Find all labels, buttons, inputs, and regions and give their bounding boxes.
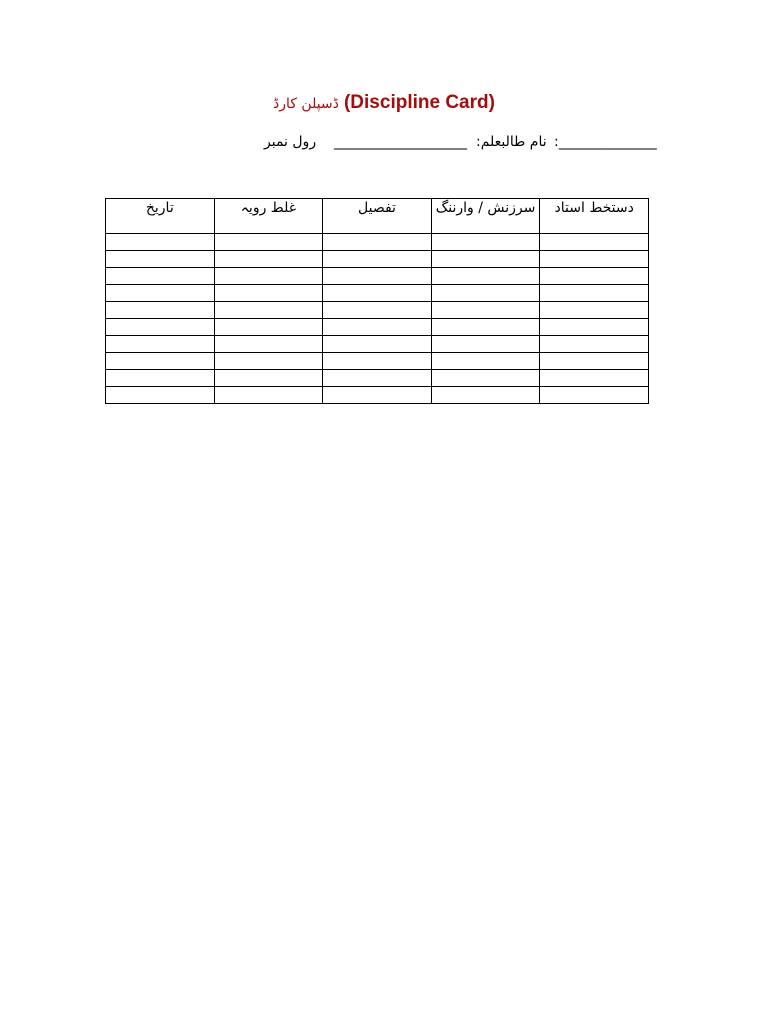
table-cell[interactable]	[323, 234, 432, 251]
table-cell[interactable]	[431, 268, 540, 285]
student-info-line	[262, 134, 662, 156]
table-cell[interactable]	[431, 285, 540, 302]
title-english: (Discipline Card)	[343, 92, 495, 113]
table-cell[interactable]	[106, 387, 215, 404]
table-cell[interactable]	[214, 353, 323, 370]
table-row	[106, 336, 649, 353]
table-cell[interactable]	[106, 353, 215, 370]
discipline-table	[105, 198, 649, 404]
table-cell[interactable]	[214, 370, 323, 387]
table-cell[interactable]	[106, 251, 215, 268]
table-cell[interactable]	[540, 319, 649, 336]
table-cell[interactable]	[106, 370, 215, 387]
table-row	[106, 319, 649, 336]
table-cell[interactable]	[540, 268, 649, 285]
table-cell[interactable]	[540, 251, 649, 268]
table-row	[106, 353, 649, 370]
roll-number-blank[interactable]: ___________________	[334, 134, 467, 150]
student-name-blank[interactable]: :______________	[554, 134, 657, 150]
table-cell[interactable]	[540, 285, 649, 302]
table-cell[interactable]	[323, 353, 432, 370]
table-row	[106, 251, 649, 268]
table-cell[interactable]	[214, 319, 323, 336]
header-teacher-signature: دستخط استاد	[540, 199, 649, 234]
table-row	[106, 370, 649, 387]
table-cell[interactable]	[214, 336, 323, 353]
table-cell[interactable]	[540, 302, 649, 319]
header-reprimand-warning: سرزنش / وارننگ	[431, 199, 540, 234]
table-cell[interactable]	[106, 302, 215, 319]
table-row	[106, 285, 649, 302]
table-header-row	[106, 199, 649, 234]
table-cell[interactable]	[106, 285, 215, 302]
table-cell[interactable]	[323, 302, 432, 319]
table-row	[106, 387, 649, 404]
table-cell[interactable]	[431, 234, 540, 251]
table-row	[106, 302, 649, 319]
table-cell[interactable]	[106, 319, 215, 336]
table-cell[interactable]	[214, 234, 323, 251]
title-urdu: ڈسپلن کارڈ	[273, 96, 339, 112]
table-cell[interactable]	[214, 268, 323, 285]
table-cell[interactable]	[323, 336, 432, 353]
table-cell[interactable]	[214, 302, 323, 319]
table-cell[interactable]	[540, 336, 649, 353]
roll-number-label: رول نمبر	[264, 134, 317, 150]
table-row	[106, 268, 649, 285]
table-cell[interactable]	[214, 285, 323, 302]
table-body	[106, 234, 649, 404]
page-title	[0, 92, 768, 114]
table-cell[interactable]	[540, 387, 649, 404]
header-details: تفصیل	[323, 199, 432, 234]
header-misbehavior: غلط رویہ	[214, 199, 323, 234]
table-cell[interactable]	[106, 234, 215, 251]
table-cell[interactable]	[323, 387, 432, 404]
table-cell[interactable]	[431, 387, 540, 404]
table-cell[interactable]	[431, 370, 540, 387]
table-cell[interactable]	[106, 268, 215, 285]
table-cell[interactable]	[540, 353, 649, 370]
table-cell[interactable]	[323, 370, 432, 387]
table-cell[interactable]	[431, 302, 540, 319]
header-date: تاریخ	[106, 199, 215, 234]
table-cell[interactable]	[323, 285, 432, 302]
table-cell[interactable]	[106, 336, 215, 353]
table-cell[interactable]	[323, 251, 432, 268]
table-cell[interactable]	[540, 370, 649, 387]
table-cell[interactable]	[431, 319, 540, 336]
student-name-label: نام طالبعلم:	[476, 134, 547, 150]
table-cell[interactable]	[431, 251, 540, 268]
table-row	[106, 234, 649, 251]
table-cell[interactable]	[214, 251, 323, 268]
table-cell[interactable]	[214, 387, 323, 404]
table-cell[interactable]	[431, 336, 540, 353]
table-cell[interactable]	[540, 234, 649, 251]
table-cell[interactable]	[323, 319, 432, 336]
table-cell[interactable]	[431, 353, 540, 370]
table-cell[interactable]	[323, 268, 432, 285]
